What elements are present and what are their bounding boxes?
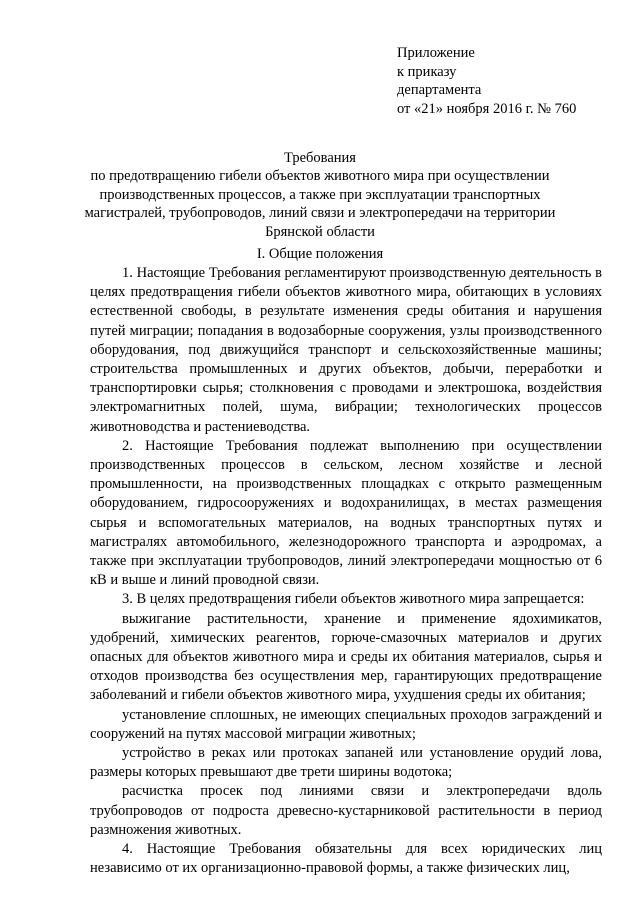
document-body xyxy=(90,264,602,879)
paragraph: 3. В целях предотвращения гибели объектов животного мира запрещается: xyxy=(122,591,585,608)
paragraph: расчистка просек под линиями связи и электропередачи вдоль трубопроводов от подроста древесно-кустарниковой растительности в период размножения животных. xyxy=(90,783,602,838)
paragraph: 2. Настоящие Требования подлежат выполнению при осуществлении производственных процессов в сельском, лесном хозяйстве и лесной промышленности, на производственных площадках с открыто размещенным оборудованием, гидросооружениях и водохранилищах, в местах размещения сырья и вспомогательных материалов, на водных транспортных путях и магистралях автомобильного, железнодорожного транспорта и аэродромах, а также при эксплуатации трубопроводов, линий электропередачи мощностью от 6 кВ и выше и линий проводной связи. xyxy=(90,437,602,589)
paragraph: устройство в реках или протоках запаней или установление орудий лова, размеры которых превышают две трети ширины водотока; xyxy=(90,745,602,781)
appendix-line: Приложение xyxy=(397,45,475,61)
document-subtitle: по предотвращению гибели объектов животного мира при осуществлении производственных процессов, а также при эксплуатации транспортных магистралей, трубопроводов, линий связи и электропередачи на территории Брянской области xyxy=(84,168,556,240)
paragraph: выжигание растительности, хранение и применение ядохимикатов, удобрений, химических реагентов, горюче-смазочных материалов и других опасных для объектов животного мира и среды их обитания материалов, сырья и отходов производства без осуществления мер, гарантирующих предотвращение заболеваний и гибели объектов животного мира, ухудшения среды их обитания; xyxy=(90,610,602,704)
section-heading: I. Общие положения xyxy=(256,246,384,262)
paragraph: 4. Настоящие Требования обязательны для всех юридических лиц независимо от их организационно-правовой формы, а также физических лиц, xyxy=(90,841,602,877)
paragraph: 1. Настоящие Требования регламентируют производственную деятельность в целях предотвращения гибели объектов животного мира, обитающих в условиях естественной свободы, в результате изменения среды обитания и нарушения путей миграции; попадания в водозаборные сооружения, узлы производственного оборудования, под движущийся транспорт и сельскохозяйственные машины; строительства промышленных и других объектов, добычи, переработки и транспортировки сырья; столкновения с проводами и электрошока, воздействия электромагнитных полей, шума, вибрации; технологических процессов животноводства и растениеводства. xyxy=(90,265,602,435)
appendix-order-date: от «21» ноября 2016 г. № 760 xyxy=(397,100,577,117)
appendix-line: департамента xyxy=(397,82,482,98)
appendix-line: к приказу xyxy=(397,63,457,80)
document-title: Требования xyxy=(284,150,356,166)
appendix-header xyxy=(397,44,627,118)
paragraph: установление сплошных, не имеющих специальных проходов заграждений и сооружений на путях массовой миграции животных; xyxy=(90,706,602,742)
